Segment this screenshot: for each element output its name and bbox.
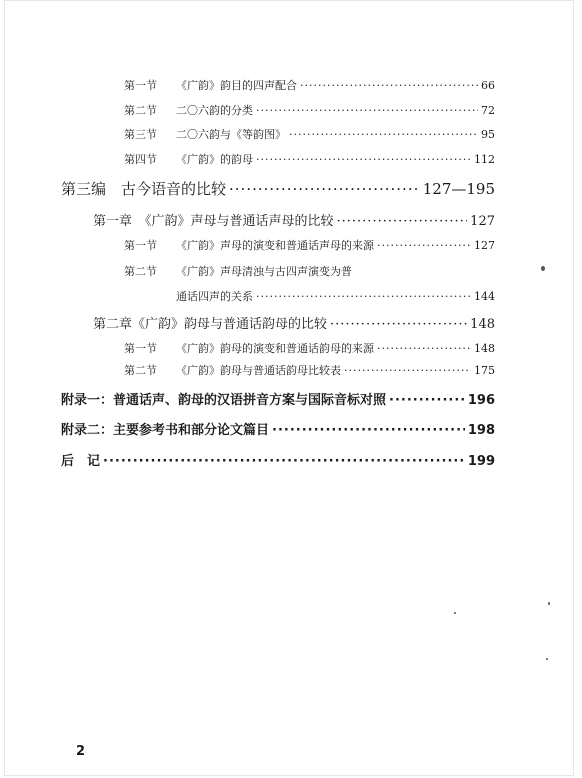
page-ref: 175 <box>474 364 495 377</box>
toc-part-line[interactable] <box>61 178 495 199</box>
leader-dots <box>272 423 465 438</box>
page-ref: 127—195 <box>422 180 495 198</box>
leader-dots <box>377 342 471 355</box>
afterword-title: 后 记 <box>61 454 101 469</box>
leader-dots <box>289 128 478 141</box>
section-title: 《广韵》韵母的演变和普通话韵母的来源 <box>176 342 374 355</box>
chapter-title: 第二章《广韵》韵母与普通话韵母的比较 <box>93 317 328 332</box>
page-ref: 196 <box>467 393 495 408</box>
section-label: 第四节 <box>124 153 157 166</box>
leader-dots <box>229 180 420 198</box>
page-ref: 148 <box>470 317 495 332</box>
toc-appendix-line[interactable] <box>61 419 495 438</box>
page-ref: 198 <box>467 423 495 438</box>
toc-continuation-line[interactable] <box>176 288 495 304</box>
toc-section-line[interactable] <box>124 77 495 93</box>
section-label: 第二节 <box>124 265 157 278</box>
section-title: 《广韵》声母的演变和普通话声母的来源 <box>176 239 374 252</box>
scan-speck <box>546 658 548 660</box>
section-label: 第一节 <box>124 342 157 355</box>
section-label: 第三节 <box>124 128 157 141</box>
leader-dots <box>103 454 465 469</box>
toc-chapter-line[interactable] <box>93 210 495 229</box>
section-label: 第一节 <box>124 79 157 92</box>
scan-speck <box>541 266 545 271</box>
page-ref: 95 <box>481 128 495 141</box>
leader-dots <box>256 153 471 166</box>
section-title: 二〇六韵的分类 <box>176 104 253 117</box>
section-title: 《广韵》韵母与普通话韵母比较表 <box>176 364 341 377</box>
toc-section-line[interactable] <box>124 126 495 142</box>
section-label: 第二节 <box>124 104 157 117</box>
chapter-title: 第一章 《广韵》声母与普通话声母的比较 <box>93 214 334 229</box>
page-ref: 127 <box>470 214 495 229</box>
page-ref: 66 <box>481 79 495 92</box>
page-number: 2 <box>76 744 86 759</box>
leader-dots <box>389 393 465 408</box>
page-ref: 127 <box>474 239 495 252</box>
leader-dots <box>300 79 478 92</box>
toc-appendix-line[interactable] <box>61 389 495 408</box>
toc-section-line[interactable] <box>124 237 495 253</box>
toc-afterword-line[interactable] <box>61 450 495 469</box>
scan-speck <box>548 602 550 605</box>
appendix-title: 附录二：主要参考书和部分论文篇目 <box>61 423 270 438</box>
toc-section-line[interactable] <box>124 340 495 356</box>
section-title: 二〇六韵与《等韵图》 <box>176 128 286 141</box>
section-label: 第一节 <box>124 239 157 252</box>
page-ref: 144 <box>474 290 495 303</box>
part-title: 第三编 古今语音的比较 <box>61 180 227 198</box>
appendix-title: 附录一：普通话声、韵母的汉语拼音方案与国际音标对照 <box>61 393 387 408</box>
leader-dots <box>344 364 471 377</box>
leader-dots <box>377 239 471 252</box>
toc-section-line[interactable] <box>124 151 495 167</box>
section-title: 《广韵》韵目的四声配合 <box>176 79 297 92</box>
page-ref: 112 <box>474 153 495 166</box>
toc-section-line[interactable] <box>124 263 495 279</box>
section-title: 通话四声的关系 <box>176 290 253 303</box>
page-ref: 148 <box>474 342 495 355</box>
toc-section-line[interactable] <box>124 362 495 378</box>
section-label: 第二节 <box>124 364 157 377</box>
toc-chapter-line[interactable] <box>93 313 495 332</box>
leader-dots <box>256 104 478 117</box>
leader-dots <box>337 214 468 229</box>
toc-section-line[interactable] <box>124 102 495 118</box>
page-ref: 199 <box>467 454 495 469</box>
section-title: 《广韵》声母清浊与古四声演变为普 <box>176 265 352 278</box>
scan-speck <box>454 612 456 614</box>
section-title: 《广韵》的韵母 <box>176 153 253 166</box>
page-ref: 72 <box>481 104 495 117</box>
leader-dots <box>256 290 471 303</box>
leader-dots <box>330 317 467 332</box>
